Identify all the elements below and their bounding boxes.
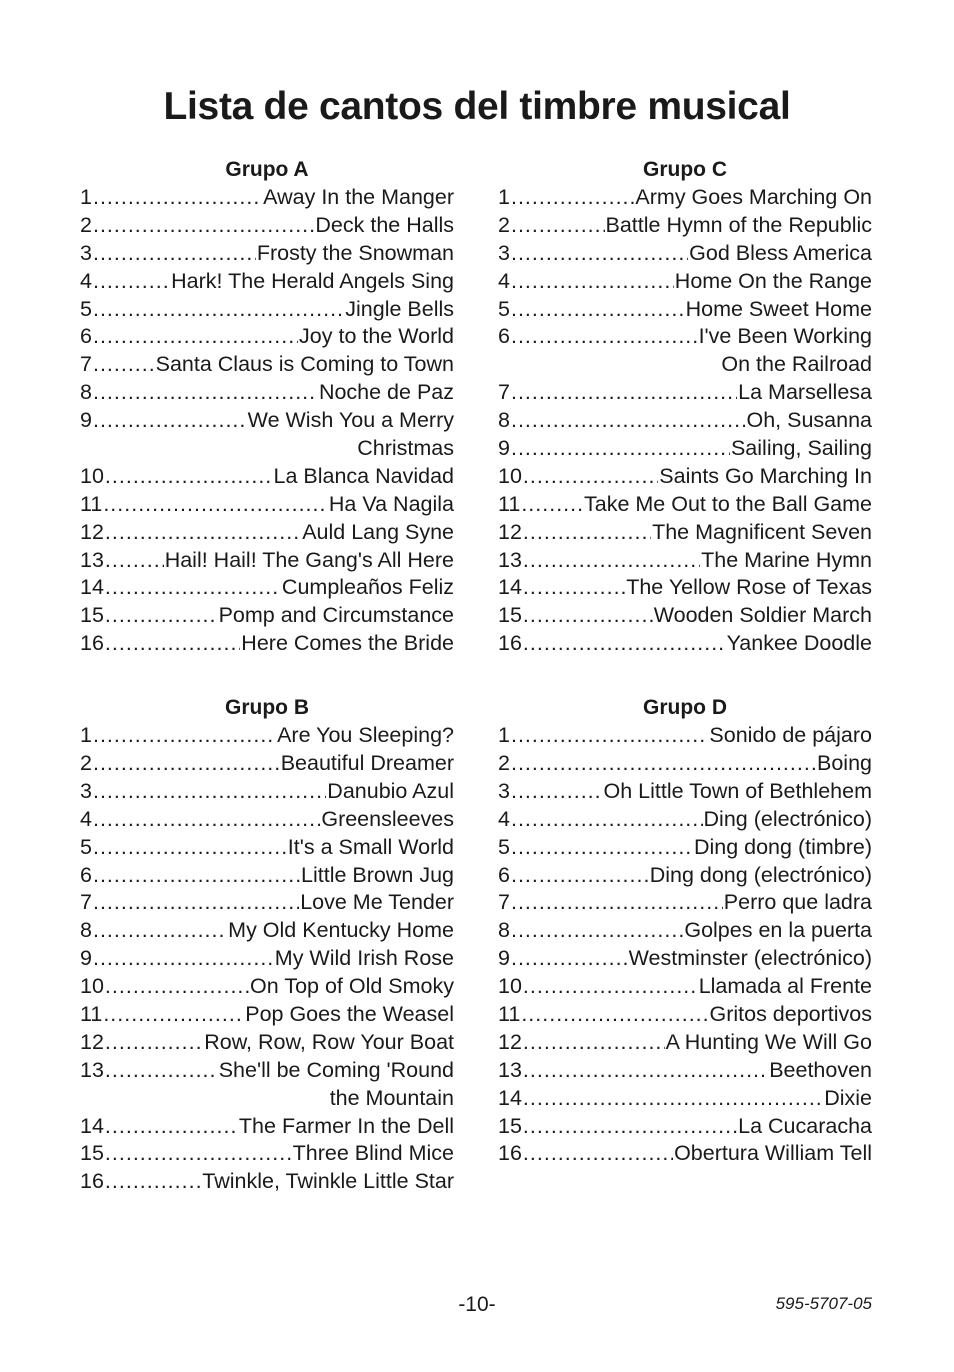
dot-leader [521,491,583,519]
dot-leader [93,945,274,973]
dot-leader [93,917,227,945]
song-number: 10 [498,974,522,999]
song-row [498,574,872,602]
song-title: Yankee Doodle [726,631,872,656]
song-number: 13 [80,547,104,572]
song-number: 12 [498,1029,522,1054]
song-row [80,1001,454,1029]
song-title: My Wild Irish Rose [274,946,454,971]
page-title: Lista de cantos del timbre musical [163,85,791,128]
song-title: Are You Sleeping? [277,723,454,748]
song-list [80,722,454,1196]
song-row [498,379,872,407]
song-title: She'll be Coming 'Round [218,1057,454,1082]
song-row [498,806,872,834]
song-row [498,1085,872,1113]
song-number: 16 [80,1169,104,1194]
dot-leader [511,889,723,917]
song-title: Beethoven [769,1057,872,1082]
group-b [80,694,454,1196]
song-title: Wooden Soldier March [653,603,872,628]
dot-leader [105,630,240,658]
song-number: 9 [80,946,92,971]
song-number: 9 [80,408,92,433]
song-title: Boing [817,751,872,776]
song-title: Oh, Susanna [746,408,872,433]
song-title: Pop Goes the Weasel [245,1002,454,1027]
song-title: Perro que ladra [723,890,872,915]
dot-leader [105,547,164,575]
song-number: 6 [80,324,92,349]
song-row [498,630,872,658]
song-row [80,602,454,630]
song-number: 7 [80,352,92,377]
song-title: Frosty the Snowman [256,240,454,265]
song-row [498,491,872,519]
song-title: Love Me Tender [300,890,454,915]
song-title: Ding (electrónico) [703,806,872,831]
song-row [80,268,454,296]
dot-leader [511,268,674,296]
dot-leader [511,240,688,268]
song-title: Twinkle, Twinkle Little Star [202,1169,454,1194]
song-title: Jingle Bells [345,296,454,321]
song-number: 15 [498,603,522,628]
song-number: 2 [498,212,510,237]
song-row [80,1113,454,1141]
right-column [498,156,872,1204]
song-row [80,519,454,547]
song-number: 1 [498,184,510,209]
dot-leader [511,917,683,945]
dot-leader [103,491,328,519]
song-number: 13 [498,547,522,572]
song-row [498,268,872,296]
song-row [80,212,454,240]
song-title: Army Goes Marching On [635,184,872,209]
song-title: Cumpleaños Feliz [281,575,454,600]
document-code: 595-5707-05 [775,1294,872,1313]
song-title: Home Sweet Home [685,296,872,321]
dot-leader [93,240,256,268]
song-title-continuation: the Mountain [329,1085,454,1110]
song-number: 16 [498,1141,522,1166]
song-row [498,407,872,435]
dot-leader [523,630,726,658]
song-title: Greensleeves [321,806,454,831]
song-number: 4 [80,806,92,831]
dot-leader [105,602,218,630]
dot-leader [511,834,693,862]
song-number: 15 [498,1113,522,1138]
song-row [498,602,872,630]
song-title-continuation: On the Railroad [721,352,872,377]
song-number: 16 [80,631,104,656]
song-title: Llamada al Frente [698,974,872,999]
song-number: 5 [80,296,92,321]
song-number: 1 [80,723,92,748]
song-row [80,945,454,973]
song-row [498,1029,872,1057]
song-number: 13 [80,1057,104,1082]
song-number: 16 [498,631,522,656]
song-list [498,722,872,1168]
song-row [80,184,454,212]
dot-leader [523,547,700,575]
song-row [80,296,454,324]
song-number: 8 [498,408,510,433]
dot-leader [93,862,300,890]
dot-leader [103,1001,244,1029]
song-row [80,463,454,491]
dot-leader [105,463,273,491]
song-number: 1 [80,184,92,209]
song-row [498,184,872,212]
song-title: Deck the Halls [315,212,454,237]
song-row [80,750,454,778]
song-number: 11 [498,491,521,516]
group-d [498,694,872,1168]
group-title: Grupo C [643,158,727,181]
song-row [80,379,454,407]
song-title-continuation: Christmas [357,436,454,460]
dot-leader [511,379,737,407]
song-title: The Magnificent Seven [652,519,872,544]
dot-leader [93,212,314,240]
song-row [80,547,454,575]
dot-leader [93,407,247,435]
song-row [80,1057,454,1085]
song-title: A Hunting We Will Go [665,1029,872,1054]
dot-leader [93,806,320,834]
song-row [80,1141,454,1169]
song-row [498,323,872,351]
song-number: 11 [80,1002,103,1027]
song-number: 2 [80,751,92,776]
dot-leader [105,574,281,602]
song-title: I've Been Working [698,324,872,349]
song-row [80,351,454,379]
dot-leader [105,1057,218,1085]
song-title: Ha Va Nagila [328,491,454,516]
dot-leader [523,1113,737,1141]
song-number: 10 [80,974,104,999]
song-row [498,1141,872,1169]
dot-leader [105,1168,201,1196]
dot-leader [105,519,301,547]
song-number: 1 [498,723,510,748]
dot-leader [93,722,276,750]
dot-leader [93,778,326,806]
dot-leader [105,1141,292,1169]
song-title: The Marine Hymn [701,547,872,572]
dot-leader [511,778,603,806]
song-title: We Wish You a Merry [247,408,454,433]
song-row [80,1029,454,1057]
song-title: La Blanca Navidad [273,463,454,488]
dot-leader [511,722,708,750]
group-title: Grupo A [225,158,309,181]
song-title: It's a Small World [287,834,454,859]
song-row [498,750,872,778]
song-number: 15 [80,1141,104,1166]
song-number: 14 [498,1085,522,1110]
song-row [498,463,872,491]
dot-leader [511,862,649,890]
song-number: 7 [80,890,92,915]
dot-leader [511,945,628,973]
dot-leader [523,1029,665,1057]
song-row [80,889,454,917]
song-number: 3 [80,778,92,803]
song-row [80,630,454,658]
song-title: The Yellow Rose of Texas [626,575,872,600]
song-title: Joy to the World [299,324,454,349]
song-title: Gritos deportivos [709,1002,872,1027]
song-title: Oh Little Town of Bethlehem [603,778,872,803]
dot-leader [511,806,703,834]
dot-leader [523,574,625,602]
song-number: 2 [80,212,92,237]
song-title: Golpes en la puerta [684,918,872,943]
song-number: 10 [498,463,522,488]
song-number: 14 [80,575,104,600]
song-row [80,1168,454,1196]
song-row [498,296,872,324]
dot-leader [105,1113,238,1141]
song-title: Here Comes the Bride [241,631,454,656]
song-number: 6 [80,862,92,887]
group-c [498,156,872,658]
dot-leader [93,351,155,379]
song-title: La Marsellesa [738,380,872,405]
song-row [498,547,872,575]
song-row [498,917,872,945]
dot-leader [523,463,658,491]
dot-leader [105,973,249,1001]
song-title: Three Blind Mice [292,1141,454,1166]
song-row [80,917,454,945]
song-number: 4 [498,806,510,831]
song-row [80,491,454,519]
dot-leader [105,1029,203,1057]
song-title: Noche de Paz [318,380,454,405]
song-number: 7 [498,380,510,405]
song-number: 8 [498,918,510,943]
dot-leader [521,1001,708,1029]
song-title: Westminster (electrónico) [628,946,872,971]
song-number: 12 [498,519,522,544]
song-title: Little Brown Jug [301,862,454,887]
song-title: Ding dong (electrónico) [649,862,872,887]
dot-leader [93,379,318,407]
song-number: 3 [498,240,510,265]
song-number: 2 [498,751,510,776]
group-a [80,156,454,658]
song-row [498,240,872,268]
dot-leader [523,1141,673,1169]
song-row [498,862,872,890]
song-row [498,435,872,463]
song-row [498,1001,872,1029]
song-title: Danubio Azul [327,778,454,803]
song-row [498,945,872,973]
song-title: Santa Claus is Coming to Town [155,352,454,377]
dot-leader [511,323,698,351]
song-row [498,889,872,917]
song-number: 15 [80,603,104,628]
song-number: 4 [80,268,92,293]
song-number: 13 [498,1057,522,1082]
dot-leader [511,296,685,324]
song-row [80,323,454,351]
song-title: Away In the Manger [263,184,454,209]
song-title: Obertura William Tell [674,1141,872,1166]
song-row [498,778,872,806]
song-list [498,184,872,658]
dot-leader [511,750,816,778]
song-row [498,973,872,1001]
song-title: Row, Row, Row Your Boat [204,1029,454,1054]
song-title: Battle Hymn of the Republic [605,212,872,237]
song-row [80,722,454,750]
song-title: Dixie [824,1085,872,1110]
song-title: On Top of Old Smoky [250,974,454,999]
song-row [80,240,454,268]
song-title: Pomp and Circumstance [218,603,454,628]
song-title: Take Me Out to the Ball Game [584,491,872,516]
song-number: 6 [498,324,510,349]
page-number: -10- [458,1293,496,1316]
song-list [80,184,454,658]
song-number: 8 [80,918,92,943]
left-column [80,156,454,1232]
dot-leader [93,184,262,212]
group-title: Grupo D [643,696,727,720]
dot-leader [511,184,634,212]
song-title: Home On the Range [674,268,872,293]
song-number: 4 [498,268,510,293]
song-row [498,519,872,547]
song-title: Sonido de pájaro [709,723,872,748]
song-number: 3 [498,778,510,803]
dot-leader [93,268,170,296]
dot-leader [523,973,698,1001]
dot-leader [93,834,287,862]
song-row [80,862,454,890]
song-title: La Cucaracha [738,1113,872,1138]
song-row [498,834,872,862]
song-row [498,212,872,240]
song-number: 9 [498,436,510,460]
song-number: 9 [498,946,510,971]
song-title: The Farmer In the Dell [238,1113,454,1138]
dot-leader [523,1057,768,1085]
song-row [498,1113,872,1141]
song-number: 5 [80,834,92,859]
song-title: My Old Kentucky Home [228,918,454,943]
song-row [498,1057,872,1085]
song-title: Saints Go Marching In [659,463,872,488]
dot-leader [93,296,344,324]
dot-leader [511,212,605,240]
song-title: Ding dong (timbre) [693,834,872,859]
song-number: 12 [80,1029,104,1054]
dot-leader [523,519,651,547]
song-number: 14 [80,1113,104,1138]
song-number: 12 [80,519,104,544]
dot-leader [93,750,280,778]
dot-leader [511,407,746,435]
song-number: 7 [498,890,510,915]
song-row [80,574,454,602]
dot-leader [93,323,298,351]
dot-leader [93,889,299,917]
song-number: 14 [498,575,522,600]
song-number: 3 [80,240,92,265]
dot-leader [511,435,730,463]
song-number: 5 [498,296,510,321]
song-number: 10 [80,463,104,488]
dot-leader [523,1085,823,1113]
song-title: Hark! The Herald Angels Sing [171,268,454,293]
song-number: 8 [80,380,92,405]
group-title: Grupo B [225,696,309,720]
dot-leader [523,602,653,630]
song-number: 6 [498,862,510,887]
song-title: Auld Lang Syne [302,519,454,544]
song-title: God Bless America [689,240,872,265]
song-row [80,806,454,834]
song-title: Hail! Hail! The Gang's All Here [164,547,454,572]
song-number: 5 [498,834,510,859]
song-title: Sailing, Sailing [730,436,872,460]
song-row [80,834,454,862]
song-row [80,407,454,435]
song-number: 11 [80,491,103,516]
song-row [80,973,454,1001]
song-title: Beautiful Dreamer [280,751,454,776]
song-row [498,722,872,750]
song-row [80,778,454,806]
song-number: 11 [498,1002,521,1027]
